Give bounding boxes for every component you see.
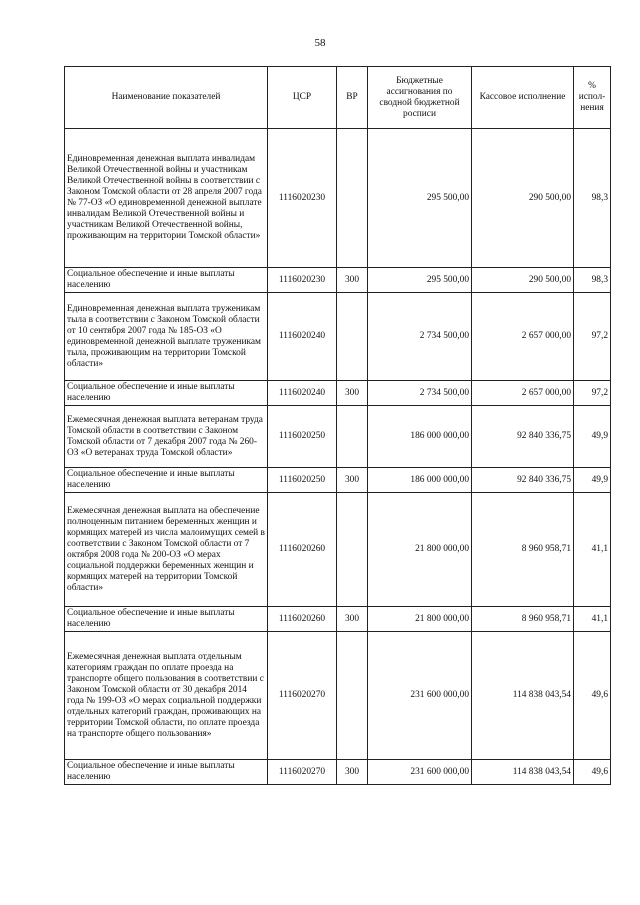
row-csr: 1116020250 bbox=[268, 468, 337, 493]
row-exec: 92 840 336,75 bbox=[472, 468, 574, 493]
row-exec: 290 500,00 bbox=[472, 268, 574, 293]
row-csr: 1116020250 bbox=[268, 406, 337, 468]
table-row bbox=[65, 607, 611, 632]
row-name: Социальное обеспечение и иные выплаты населению bbox=[65, 607, 268, 632]
row-pct: 41,1 bbox=[574, 607, 611, 632]
row-vr: 300 bbox=[337, 381, 368, 406]
row-pct: 97,2 bbox=[574, 381, 611, 406]
row-name: Социальное обеспечение и иные выплаты населению bbox=[65, 468, 268, 493]
header-vr: ВР bbox=[337, 67, 368, 129]
page-number: 58 bbox=[314, 37, 326, 49]
row-name: Ежемесячная денежная выплата на обеспечение полноценным питанием беременных женщин и кормящих матерей из числа малоимущих семей в соответствии с Законом Томской области от 7 октября 2008 года № 200-ОЗ «О мерах социальной поддержки беременных женщин и кормящих матерей на территории Томской области» bbox=[65, 493, 268, 607]
row-pct: 98,3 bbox=[574, 268, 611, 293]
row-plan: 2 734 500,00 bbox=[368, 293, 472, 381]
row-plan: 295 500,00 bbox=[368, 129, 472, 268]
header-exec: Кассовое исполнение bbox=[472, 67, 574, 129]
row-csr: 1116020270 bbox=[268, 760, 337, 785]
row-vr: 300 bbox=[337, 760, 368, 785]
row-exec: 290 500,00 bbox=[472, 129, 574, 268]
row-vr: 300 bbox=[337, 268, 368, 293]
row-csr: 1116020260 bbox=[268, 493, 337, 607]
table-row bbox=[65, 129, 611, 268]
row-exec: 8 960 958,71 bbox=[472, 607, 574, 632]
row-plan: 186 000 000,00 bbox=[368, 406, 472, 468]
row-csr: 1116020240 bbox=[268, 293, 337, 381]
header-plan: Бюджетные ассигнования по сводной бюджетной росписи bbox=[368, 67, 472, 129]
row-name: Социальное обеспечение и иные выплаты населению bbox=[65, 381, 268, 406]
row-name: Социальное обеспечение и иные выплаты населению bbox=[65, 268, 268, 293]
table-row bbox=[65, 468, 611, 493]
row-vr: 300 bbox=[337, 468, 368, 493]
row-pct: 97,2 bbox=[574, 293, 611, 381]
row-name: Единовременная денежная выплата труженикам тыла в соответствии с Законом Томской области от 10 сентября 2007 года № 185-ОЗ «О единовременной денежной выплате труженикам тыла, проживающим на территории Томской области» bbox=[65, 293, 268, 381]
row-name: Ежемесячная денежная выплата ветеранам труда Томской области в соответствии с Законом Томской области от 7 декабря 2007 года № 260-ОЗ «О ветеранах труда Томской области» bbox=[65, 406, 268, 468]
row-plan: 2 734 500,00 bbox=[368, 381, 472, 406]
row-vr bbox=[337, 406, 368, 468]
row-pct: 98,3 bbox=[574, 129, 611, 268]
row-csr: 1116020260 bbox=[268, 607, 337, 632]
row-exec: 114 838 043,54 bbox=[472, 632, 574, 760]
row-name: Единовременная денежная выплата инвалидам Великой Отечественной войны и участникам Великой Отечественной войны в соответствии с Законом Томской области от 28 апреля 2007 года № 77-ОЗ «О единовременной денежной выплате инвалидам Великой Отечественной войны и участникам Великой Отечественной войны, проживающим на территории Томской области» bbox=[65, 129, 268, 268]
table-row bbox=[65, 632, 611, 760]
header-pct: % испол-нения bbox=[574, 67, 611, 129]
row-vr bbox=[337, 293, 368, 381]
header-name: Наименование показателей bbox=[65, 67, 268, 129]
row-csr: 1116020230 bbox=[268, 268, 337, 293]
row-csr: 1116020270 bbox=[268, 632, 337, 760]
row-exec: 2 657 000,00 bbox=[472, 381, 574, 406]
header-csr: ЦСР bbox=[268, 67, 337, 129]
row-exec: 8 960 958,71 bbox=[472, 493, 574, 607]
row-csr: 1116020230 bbox=[268, 129, 337, 268]
row-pct: 49,6 bbox=[574, 632, 611, 760]
row-csr: 1116020240 bbox=[268, 381, 337, 406]
row-plan: 231 600 000,00 bbox=[368, 760, 472, 785]
row-vr bbox=[337, 493, 368, 607]
row-plan: 295 500,00 bbox=[368, 268, 472, 293]
row-plan: 231 600 000,00 bbox=[368, 632, 472, 760]
table-row bbox=[65, 493, 611, 607]
budget-execution-table bbox=[64, 66, 611, 785]
row-name: Ежемесячная денежная выплата отдельным категориям граждан по оплате проезда на транспорте общего пользования в соответствии с Законом Томской области от 30 декабря 2014 года № 199-ОЗ «О мерах социальной поддержки отдельных категорий граждан, проживающих на территории Томской области, по оплате проезда на транспорте общего пользования» bbox=[65, 632, 268, 760]
row-pct: 41,1 bbox=[574, 493, 611, 607]
table-row bbox=[65, 760, 611, 785]
row-vr bbox=[337, 129, 368, 268]
row-pct: 49,9 bbox=[574, 468, 611, 493]
table-row bbox=[65, 268, 611, 293]
row-name: Социальное обеспечение и иные выплаты населению bbox=[65, 760, 268, 785]
table-row bbox=[65, 381, 611, 406]
row-exec: 2 657 000,00 bbox=[472, 293, 574, 381]
table-row bbox=[65, 293, 611, 381]
row-vr bbox=[337, 632, 368, 760]
table-header-row bbox=[65, 67, 611, 129]
table-row bbox=[65, 406, 611, 468]
row-pct: 49,9 bbox=[574, 406, 611, 468]
row-pct: 49,6 bbox=[574, 760, 611, 785]
row-exec: 114 838 043,54 bbox=[472, 760, 574, 785]
row-plan: 186 000 000,00 bbox=[368, 468, 472, 493]
row-plan: 21 800 000,00 bbox=[368, 493, 472, 607]
row-vr: 300 bbox=[337, 607, 368, 632]
row-exec: 92 840 336,75 bbox=[472, 406, 574, 468]
row-plan: 21 800 000,00 bbox=[368, 607, 472, 632]
